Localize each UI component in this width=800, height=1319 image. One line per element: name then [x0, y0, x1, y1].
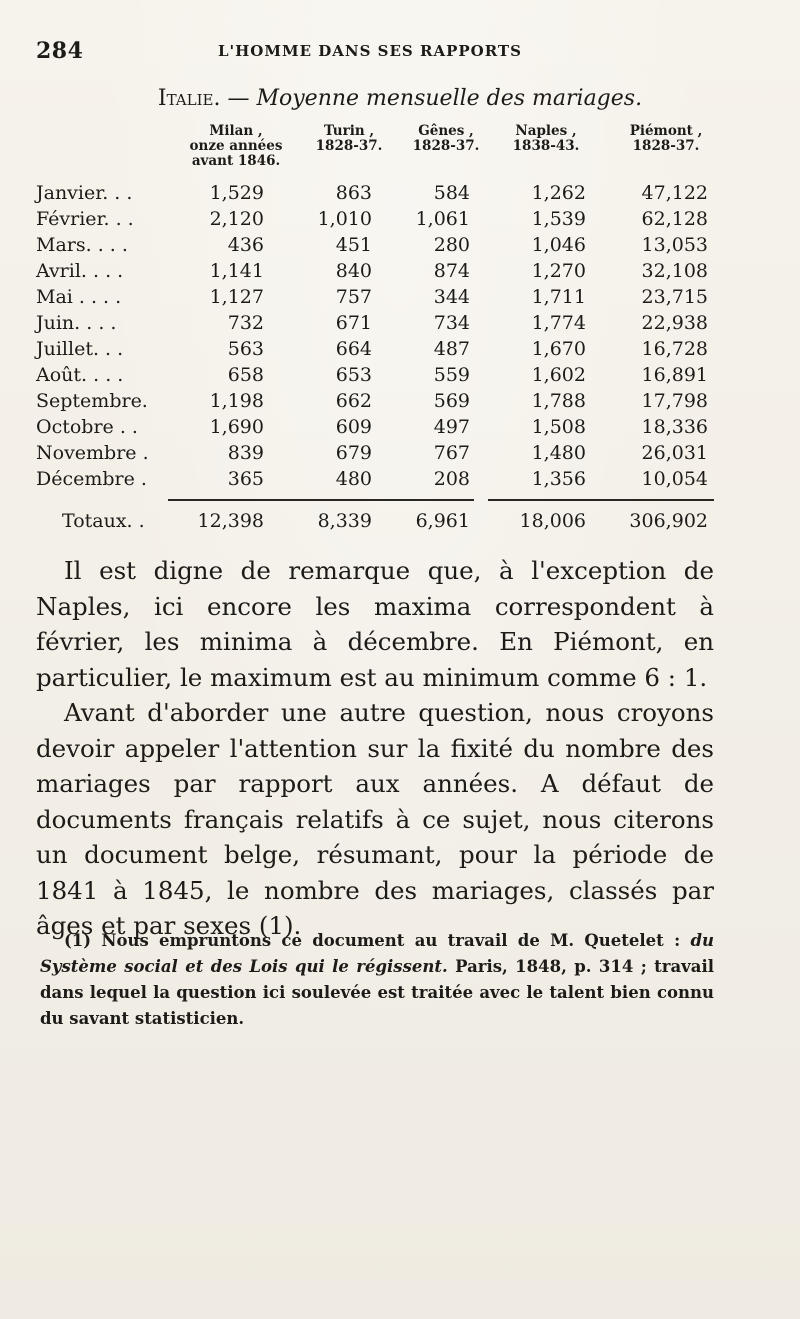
month-label: Avril. . . .	[36, 260, 124, 282]
table-cell: 13,053	[641, 234, 708, 256]
month-label: Décembre .	[36, 468, 147, 490]
table-row	[36, 364, 766, 390]
column-header	[304, 124, 394, 154]
footnote-text-1: (1) Nous empruntons ce document au travail de M. Quetelet :	[64, 931, 691, 950]
table-row	[36, 286, 766, 312]
table-cell: 1,480	[531, 442, 586, 464]
total-cell: 306,902	[629, 510, 708, 532]
month-label: Novembre .	[36, 442, 149, 464]
table-cell: 757	[335, 286, 372, 308]
table-cell: 16,728	[641, 338, 708, 360]
totals-label: Totaux. .	[62, 510, 145, 532]
table-cell: 671	[335, 312, 372, 334]
table-cell: 863	[335, 182, 372, 204]
table-body	[36, 182, 766, 494]
table-cell: 17,798	[641, 390, 708, 412]
table-cell: 47,122	[641, 182, 708, 204]
table-cell: 32,108	[641, 260, 708, 282]
table-cell: 653	[335, 364, 372, 386]
table-cell: 1,602	[531, 364, 586, 386]
table-cell: 10,054	[641, 468, 708, 490]
table-cell: 1,061	[415, 208, 470, 230]
table-cell: 16,891	[641, 364, 708, 386]
month-label: Mai . . . .	[36, 286, 122, 308]
table-cell: 1,788	[531, 390, 586, 412]
table-cell: 365	[227, 468, 264, 490]
table-cell: 840	[335, 260, 372, 282]
table-cell: 679	[335, 442, 372, 464]
column-header	[181, 124, 291, 169]
table-cell: 563	[227, 338, 264, 360]
table-cell: 1,774	[531, 312, 586, 334]
table-cell: 1,508	[531, 416, 586, 438]
table-cell: 569	[433, 390, 470, 412]
table-cell: 734	[433, 312, 470, 334]
table-cell: 732	[227, 312, 264, 334]
totals-rule-left	[168, 499, 474, 501]
column-header	[401, 124, 491, 154]
table-cell: 26,031	[641, 442, 708, 464]
month-label: Février. . .	[36, 208, 134, 230]
total-cell: 12,398	[197, 510, 264, 532]
column-header-line: 1828-37.	[412, 138, 480, 154]
totals-rule-right	[488, 499, 714, 501]
page-number: 284	[36, 38, 84, 64]
table-cell: 23,715	[641, 286, 708, 308]
table-cell: 22,938	[641, 312, 708, 334]
table-row	[36, 468, 766, 494]
table-cell: 1,356	[531, 468, 586, 490]
table-cell: 451	[335, 234, 372, 256]
table-cell: 1,690	[209, 416, 264, 438]
table-cell: 609	[335, 416, 372, 438]
table-row	[36, 182, 766, 208]
month-label: Octobre . .	[36, 416, 138, 438]
table-cell: 480	[335, 468, 372, 490]
table-cell: 1,141	[209, 260, 264, 282]
table-cell: 497	[433, 416, 470, 438]
table-cell: 344	[433, 286, 470, 308]
month-label: Septembre.	[36, 390, 148, 412]
table-cell: 487	[433, 338, 470, 360]
marriage-table	[36, 123, 766, 532]
column-header-line: 1828-37.	[632, 138, 700, 154]
table-cell: 62,128	[641, 208, 708, 230]
table-cell: 280	[433, 234, 470, 256]
table-cell: 1,046	[531, 234, 586, 256]
column-header-line: 1828-37.	[315, 138, 383, 154]
table-cell: 1,198	[209, 390, 264, 412]
table-cell: 559	[433, 364, 470, 386]
column-header-line: 1838-43.	[512, 138, 580, 154]
table-cell: 208	[433, 468, 470, 490]
column-header-line: Piémont ,	[629, 123, 703, 139]
table-cell: 662	[335, 390, 372, 412]
body-text	[36, 553, 714, 944]
footnote-text-2: Paris, 1848, p. 314 ; travail dans lequel la question ici soulevée est traitée avec le talent bien connu du savant statisticien.	[40, 957, 714, 1028]
table-row	[36, 416, 766, 442]
totals-row	[36, 510, 766, 536]
table-cell: 1,539	[531, 208, 586, 230]
table-cell: 767	[433, 442, 470, 464]
total-cell: 6,961	[415, 510, 470, 532]
column-header	[616, 124, 716, 154]
table-title-subtitle: Moyenne mensuelle des mariages.	[256, 86, 643, 111]
table-cell: 874	[433, 260, 470, 282]
table-row	[36, 338, 766, 364]
table-column-headers	[36, 124, 766, 174]
table-cell: 1,010	[317, 208, 372, 230]
footnote-work-title: du Système social et des Lois qui le régissent.	[40, 931, 714, 976]
paragraph-2: Avant d'aborder une autre question, nous croyons devoir appeler l'attention sur la fixité du nombre des mariages par rapport aux années. A défaut de documents français relatifs à ce sujet, nous citerons un document belge, résumant, pour la période de 1841 à 1845, le nombre des mariages, classés par âges et par sexes (1).	[36, 698, 714, 940]
column-header-line: Turin ,	[323, 123, 375, 139]
month-label: Juillet. . .	[36, 338, 124, 360]
table-cell: 1,270	[531, 260, 586, 282]
table-cell: 436	[227, 234, 264, 256]
column-header-line: onze années	[189, 138, 283, 154]
month-label: Mars. . . .	[36, 234, 128, 256]
paragraph-1: Il est digne de remarque que, à l'exception de Naples, ici encore les maxima correspondent à février, les minima à décembre. En Piémont, en particulier, le maximum est au minimum comme 6 : 1.	[36, 556, 714, 692]
column-header-line: Gênes ,	[418, 123, 474, 139]
table-title-country: Italie.	[157, 86, 221, 111]
column-header-line: Milan ,	[209, 123, 263, 139]
table-row	[36, 390, 766, 416]
running-title: L'HOMME DANS SES RAPPORTS	[218, 42, 522, 60]
table-cell: 1,127	[209, 286, 264, 308]
table-cell: 584	[433, 182, 470, 204]
table-cell: 1,262	[531, 182, 586, 204]
running-head	[36, 38, 766, 68]
table-row	[36, 234, 766, 260]
table-row	[36, 260, 766, 286]
month-label: Janvier. . .	[36, 182, 133, 204]
table-cell: 839	[227, 442, 264, 464]
table-row	[36, 208, 766, 234]
table-cell: 664	[335, 338, 372, 360]
table-cell: 1,670	[531, 338, 586, 360]
table-title-dash: —	[220, 86, 257, 111]
table-cell: 1,711	[531, 286, 586, 308]
table-title	[0, 86, 800, 111]
month-label: Août. . . .	[36, 364, 124, 386]
table-cell: 18,336	[641, 416, 708, 438]
total-cell: 8,339	[317, 510, 372, 532]
table-cell: 2,120	[209, 208, 264, 230]
table-cell: 658	[227, 364, 264, 386]
total-cell: 18,006	[519, 510, 586, 532]
table-row	[36, 442, 766, 468]
column-header	[501, 124, 591, 154]
footnote	[40, 928, 714, 1032]
column-header-line: Naples ,	[515, 123, 577, 139]
table-cell: 1,529	[209, 182, 264, 204]
column-header-line: avant 1846.	[191, 153, 281, 169]
month-label: Juin. . . .	[36, 312, 117, 334]
table-row	[36, 312, 766, 338]
